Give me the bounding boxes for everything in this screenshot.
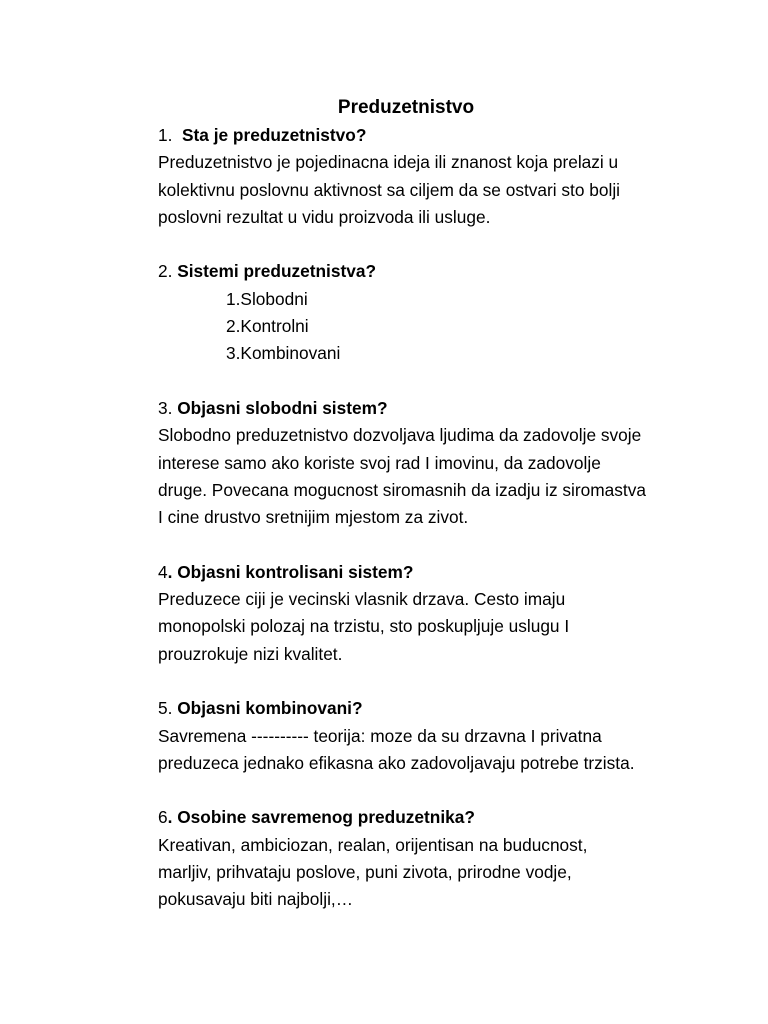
question-5	[158, 695, 718, 722]
question-6-number: 6	[158, 807, 168, 828]
answer-3-line: interese samo ako koriste svoj rad I imovinu, da zadovolje	[158, 452, 601, 473]
answer-1-line: poslovni rezultat u vidu proizvoda ili usluge.	[158, 206, 491, 227]
answer-4-line: monopolski polozaj na trzistu, sto poskupljuje uslugu I	[158, 616, 570, 637]
document-title: Preduzetnistvo	[337, 97, 475, 118]
paragraph-gap	[158, 368, 718, 395]
list-item: 1.Slobodni	[226, 288, 308, 309]
question-1-text: Sta je preduzetnistvo?	[182, 125, 367, 145]
list-item: 2.Kontrolni	[226, 316, 309, 337]
paragraph-gap	[158, 231, 718, 258]
question-4-number: 4	[158, 561, 168, 582]
answer-5-line: preduzeca jednako efikasna ako zadovoljavaju potrebe trzista.	[158, 752, 635, 773]
question-1-number: 1.	[158, 125, 183, 145]
question-2-number: 2.	[158, 261, 178, 282]
question-5-number: 5.	[158, 698, 178, 719]
question-2	[158, 258, 718, 285]
answer-1-line: Preduzetnistvo je pojedinacna ideja ili znanost koja prelazi u	[158, 152, 619, 173]
answer-6-line: Kreativan, ambiciozan, realan, orijentisan na buducnost,	[158, 834, 588, 855]
paragraph-gap	[158, 668, 718, 695]
question-6	[158, 804, 718, 831]
answer-3-line: druge. Povecana mogucnost siromasnih da izadju iz siromastva	[158, 479, 646, 500]
list-item: 3.Kombinovani	[226, 343, 341, 364]
question-4	[158, 559, 718, 586]
answer-3-line: Slobodno preduzetnistvo dozvoljava ljudima da zadovolje svoje	[158, 425, 642, 446]
answer-4-line: Preduzece ciji je vecinski vlasnik drzava. Cesto imaju	[158, 589, 566, 610]
answer-6-line: marljiv, prihvataju poslove, puni zivota, prirodne vodje,	[158, 862, 572, 883]
paragraph-gap	[158, 531, 718, 558]
question-2-text: Sistemi preduzetnistva?	[177, 261, 377, 282]
question-6-text: . Osobine savremenog preduzetnika?	[167, 807, 475, 828]
question-1	[158, 122, 718, 149]
answer-5-line: Savremena ---------- teorija: moze da su drzavna I privatna	[158, 725, 602, 746]
question-3	[158, 395, 718, 422]
question-4-text: . Objasni kontrolisani sistem?	[167, 561, 414, 582]
question-3-number: 3.	[158, 397, 178, 418]
answer-1-line: kolektivnu poslovnu aktivnost sa ciljem da se ostvari sto bolji	[158, 179, 621, 200]
question-3-text: Objasni slobodni sistem?	[177, 397, 388, 418]
paragraph-gap	[158, 777, 718, 804]
answer-3-line: I cine drustvo sretnijim mjestom za zivot.	[158, 507, 469, 528]
answer-4-line: prouzrokuje nizi kvalitet.	[158, 643, 343, 664]
document-body	[158, 122, 718, 914]
answer-6-line: pokusavaju biti najbolji,…	[158, 889, 354, 910]
question-5-text: Objasni kombinovani?	[177, 698, 363, 719]
